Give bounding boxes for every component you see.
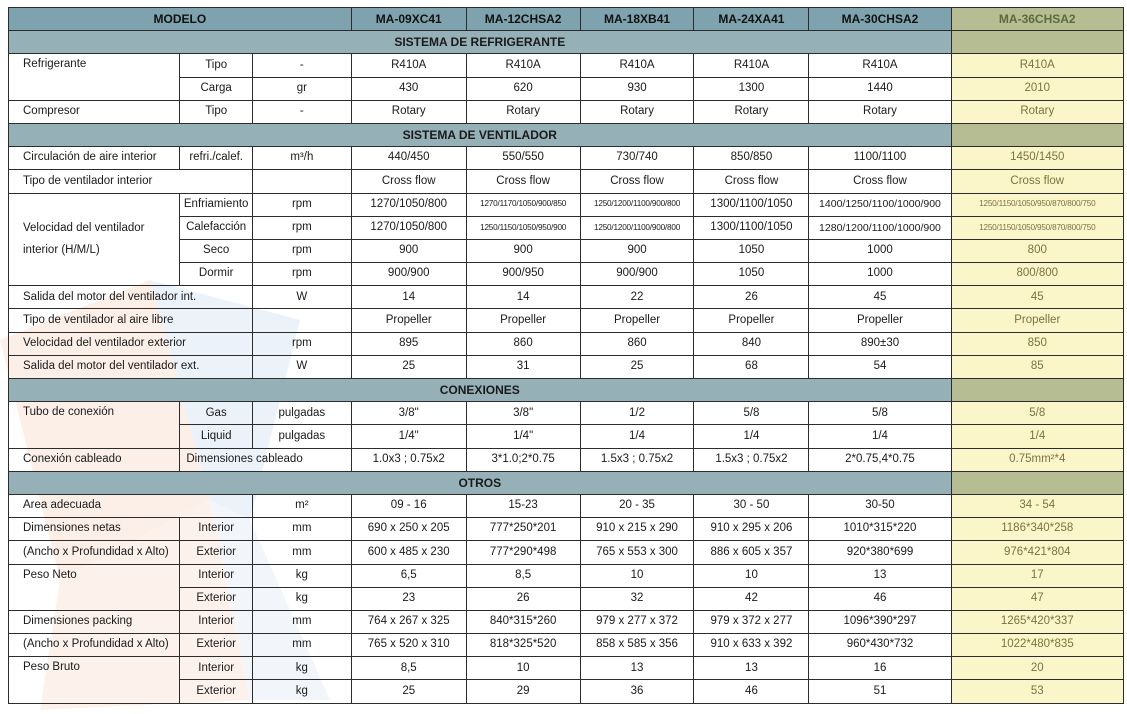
- cell: 20: [951, 657, 1123, 680]
- cell: Propeller: [951, 309, 1123, 332]
- row-label: Peso Bruto: [9, 657, 180, 703]
- cell: R410A: [351, 54, 466, 77]
- cell: R410A: [466, 54, 580, 77]
- row-label: Compresor: [9, 100, 180, 123]
- cell: 765 x 520 x 310: [351, 634, 466, 657]
- model-header-highlighted: MA-36CHSA2: [951, 8, 1123, 31]
- row-unit: -: [252, 100, 351, 123]
- row-label: Dimensiones packing: [9, 610, 180, 633]
- cell: 840*315*260: [466, 610, 580, 633]
- row-label: (Ancho x Profundidad x Alto): [9, 634, 180, 657]
- row-unit: kg: [252, 587, 351, 610]
- row-sublabel: Interior: [180, 564, 253, 587]
- cell: R410A: [951, 54, 1123, 77]
- cell: 800/800: [951, 263, 1123, 286]
- row-unit: mm: [252, 518, 351, 541]
- row-sublabel: Exterior: [180, 587, 253, 610]
- table-row: [9, 448, 1124, 471]
- table-row: [9, 54, 1124, 77]
- row-sublabel: Seco: [180, 239, 253, 262]
- cell: 68: [694, 355, 809, 378]
- row-label: Salida del motor del ventilador int.: [9, 286, 253, 309]
- cell: 0.75mm²*4: [951, 448, 1123, 471]
- section-title: CONEXIONES: [9, 379, 952, 402]
- cell: 1/4": [351, 425, 466, 448]
- cell: 1250/1200/1100/900/800: [580, 193, 694, 216]
- cell: 1270/1170/1050/900/850: [466, 193, 580, 216]
- cell: 36: [580, 680, 694, 703]
- cell: 765 x 553 x 300: [580, 541, 694, 564]
- cell: 1270/1050/800: [351, 216, 466, 239]
- table-row: [9, 355, 1124, 378]
- table-row: [9, 332, 1124, 355]
- cell: 1/2: [580, 402, 694, 425]
- cell: Propeller: [809, 309, 951, 332]
- cell: 860: [580, 332, 694, 355]
- cell: 979 x 372 x 277: [694, 610, 809, 633]
- cell: Cross flow: [951, 170, 1123, 193]
- table-row: [9, 564, 1124, 587]
- cell: Rotary: [951, 100, 1123, 123]
- cell: 1280/1200/1100/1000/900: [809, 216, 951, 239]
- cell: 45: [809, 286, 951, 309]
- cell: 1450/1450: [951, 147, 1123, 170]
- cell: 920*380*699: [809, 541, 951, 564]
- cell: 17: [951, 564, 1123, 587]
- cell: 1440: [809, 77, 951, 100]
- row-label: Velocidad del ventilador interior (H/M/L): [9, 193, 180, 286]
- cell: 13: [580, 657, 694, 680]
- cell: 979 x 277 x 372: [580, 610, 694, 633]
- table-row: [9, 170, 1124, 193]
- model-header: MA-18XB41: [580, 8, 694, 31]
- row-label: Dimensiones netas: [9, 518, 180, 541]
- cell: 5/8: [951, 402, 1123, 425]
- cell: 46: [809, 587, 951, 610]
- cell: 1/4": [466, 425, 580, 448]
- section-title: SISTEMA DE VENTILADOR: [9, 123, 952, 146]
- cell: 6,5: [351, 564, 466, 587]
- row-sublabel: Dormir: [180, 263, 253, 286]
- cell: 1010*315*220: [809, 518, 951, 541]
- cell: 764 x 267 x 325: [351, 610, 466, 633]
- row-label: Area adecuada: [9, 494, 253, 517]
- cell: 10: [466, 657, 580, 680]
- cell: 1300: [694, 77, 809, 100]
- row-unit: mm: [252, 610, 351, 633]
- cell: 25: [351, 355, 466, 378]
- cell: 1.0x3 ; 0.75x2: [351, 448, 466, 471]
- cell: 890±30: [809, 332, 951, 355]
- cell: 45: [951, 286, 1123, 309]
- cell: 1270/1050/800: [351, 193, 466, 216]
- table-row: [9, 541, 1124, 564]
- cell: 10: [694, 564, 809, 587]
- cell: 860: [466, 332, 580, 355]
- row-sublabel: Dimensiones cableado: [180, 448, 351, 471]
- model-header: MA-12CHSA2: [466, 8, 580, 31]
- cell: 900/950: [466, 263, 580, 286]
- cell: 850/850: [694, 147, 809, 170]
- cell: R410A: [580, 54, 694, 77]
- cell: R410A: [809, 54, 951, 77]
- cell: 23: [351, 587, 466, 610]
- row-sublabel: Tipo: [180, 54, 253, 77]
- cell: 910 x 633 x 392: [694, 634, 809, 657]
- row-label: Peso Neto: [9, 564, 180, 610]
- model-header: MA-24XA41: [694, 8, 809, 31]
- cell: 1250/1200/1100/900/800: [580, 216, 694, 239]
- cell: 777*250*201: [466, 518, 580, 541]
- cell: 1265*420*337: [951, 610, 1123, 633]
- cell: 430: [351, 77, 466, 100]
- cell: 1.5x3 ; 0.75x2: [580, 448, 694, 471]
- header-row: [9, 8, 1124, 31]
- cell: 13: [809, 564, 951, 587]
- row-sublabel: Tipo: [180, 100, 253, 123]
- cell: R410A: [694, 54, 809, 77]
- section-title: SISTEMA DE REFRIGERANTE: [9, 31, 952, 54]
- cell: Cross flow: [809, 170, 951, 193]
- row-sublabel: Gas: [180, 402, 253, 425]
- cell: Rotary: [694, 100, 809, 123]
- cell: 30 - 50: [694, 494, 809, 517]
- row-unit: m³/h: [252, 147, 351, 170]
- cell: 1/4: [809, 425, 951, 448]
- cell: 730/740: [580, 147, 694, 170]
- row-sublabel: Interior: [180, 518, 253, 541]
- cell: 910 x 215 x 290: [580, 518, 694, 541]
- row-label: Velocidad del ventilador exterior: [9, 332, 253, 355]
- cell: 3*1.0;2*0.75: [466, 448, 580, 471]
- row-label: Tubo de conexión: [9, 402, 180, 448]
- row-sublabel: Calefacción: [180, 216, 253, 239]
- row-unit: rpm: [252, 332, 351, 355]
- row-label: (Ancho x Profundidad x Alto): [9, 541, 180, 564]
- row-unit: pulgadas: [252, 425, 351, 448]
- cell: 1250/1150/1050/950/900: [466, 216, 580, 239]
- cell: 440/450: [351, 147, 466, 170]
- row-label: Circulación de aire interior: [9, 147, 180, 170]
- cell: 5/8: [809, 402, 951, 425]
- cell: Rotary: [351, 100, 466, 123]
- cell: 15-23: [466, 494, 580, 517]
- row-label: Salida del motor del ventilador ext.: [9, 355, 253, 378]
- cell: 2*0.75,4*0.75: [809, 448, 951, 471]
- cell: 1100/1100: [809, 147, 951, 170]
- cell: 1400/1250/1100/1000/900: [809, 193, 951, 216]
- row-sublabel: Enfriamiento: [180, 193, 253, 216]
- model-header: MA-30CHSA2: [809, 8, 951, 31]
- cell: 1300/1100/1050: [694, 193, 809, 216]
- cell: Cross flow: [580, 170, 694, 193]
- cell: 1186*340*258: [951, 518, 1123, 541]
- cell: Propeller: [351, 309, 466, 332]
- cell: 29: [466, 680, 580, 703]
- cell: 54: [809, 355, 951, 378]
- cell: 886 x 605 x 357: [694, 541, 809, 564]
- cell: Rotary: [580, 100, 694, 123]
- cell: Cross flow: [351, 170, 466, 193]
- cell: 26: [694, 286, 809, 309]
- cell: 1022*480*835: [951, 634, 1123, 657]
- row-label: Tipo de ventilador al aire libre: [9, 309, 253, 332]
- row-unit: W: [252, 355, 351, 378]
- table-row: [9, 518, 1124, 541]
- cell: 900: [351, 239, 466, 262]
- row-unit: W: [252, 286, 351, 309]
- cell: 600 x 485 x 230: [351, 541, 466, 564]
- table-row: [9, 494, 1124, 517]
- row-unit: -: [252, 54, 351, 77]
- table-row: [9, 634, 1124, 657]
- cell: 960*430*732: [809, 634, 951, 657]
- cell: 85: [951, 355, 1123, 378]
- table-row: [9, 147, 1124, 170]
- table-row: [9, 610, 1124, 633]
- cell: 8,5: [351, 657, 466, 680]
- row-unit: gr: [252, 77, 351, 100]
- row-label: Conexión cableado: [9, 448, 180, 471]
- cell: 895: [351, 332, 466, 355]
- cell: 620: [466, 77, 580, 100]
- row-sublabel: Exterior: [180, 680, 253, 703]
- section-row: [9, 471, 1124, 494]
- cell: 3/8": [466, 402, 580, 425]
- cell: 1000: [809, 263, 951, 286]
- cell: 1050: [694, 239, 809, 262]
- cell: 1300/1100/1050: [694, 216, 809, 239]
- cell: 840: [694, 332, 809, 355]
- row-unit: rpm: [252, 216, 351, 239]
- row-sublabel: Interior: [180, 610, 253, 633]
- cell: 818*325*520: [466, 634, 580, 657]
- cell: 14: [351, 286, 466, 309]
- cell: 1250/1150/1050/950/870/800/750: [951, 216, 1123, 239]
- cell: Cross flow: [694, 170, 809, 193]
- cell: 777*290*498: [466, 541, 580, 564]
- cell: 14: [466, 286, 580, 309]
- model-header: MA-09XC41: [351, 8, 466, 31]
- cell: 09 - 16: [351, 494, 466, 517]
- row-unit: kg: [252, 564, 351, 587]
- row-unit: rpm: [252, 263, 351, 286]
- row-unit: rpm: [252, 239, 351, 262]
- cell: 850: [951, 332, 1123, 355]
- row-sublabel: Carga: [180, 77, 253, 100]
- specification-table: [8, 7, 1124, 704]
- row-sublabel: Exterior: [180, 634, 253, 657]
- cell: 10: [580, 564, 694, 587]
- cell: Rotary: [809, 100, 951, 123]
- row-sublabel: Exterior: [180, 541, 253, 564]
- row-unit: mm: [252, 541, 351, 564]
- row-unit: mm: [252, 634, 351, 657]
- cell: 8,5: [466, 564, 580, 587]
- cell: 800: [951, 239, 1123, 262]
- section-row: [9, 123, 1124, 146]
- cell: 3/8": [351, 402, 466, 425]
- cell: 26: [466, 587, 580, 610]
- table-row: [9, 193, 1124, 216]
- table-row: [9, 309, 1124, 332]
- section-row: [9, 31, 1124, 54]
- cell: 1250/1150/1050/950/870/800/750: [951, 193, 1123, 216]
- cell: 30-50: [809, 494, 951, 517]
- cell: 1050: [694, 263, 809, 286]
- row-unit: m²: [252, 494, 351, 517]
- cell: 42: [694, 587, 809, 610]
- cell: 31: [466, 355, 580, 378]
- cell: 22: [580, 286, 694, 309]
- cell: 20 - 35: [580, 494, 694, 517]
- row-unit: pulgadas: [252, 402, 351, 425]
- cell: 1/4: [694, 425, 809, 448]
- cell: Propeller: [580, 309, 694, 332]
- cell: 5/8: [694, 402, 809, 425]
- cell: 1096*390*297: [809, 610, 951, 633]
- modelo-header: MODELO: [9, 8, 352, 31]
- cell: 1/4: [951, 425, 1123, 448]
- cell: 13: [694, 657, 809, 680]
- cell: 1000: [809, 239, 951, 262]
- section-row: [9, 379, 1124, 402]
- cell: Cross flow: [466, 170, 580, 193]
- row-label: Tipo de ventilador interior: [9, 170, 253, 193]
- cell: Propeller: [694, 309, 809, 332]
- cell: 900: [466, 239, 580, 262]
- cell: 53: [951, 680, 1123, 703]
- row-sublabel: refri./calef.: [180, 147, 253, 170]
- cell: 900/900: [580, 263, 694, 286]
- row-sublabel: Liquid: [180, 425, 253, 448]
- cell: 25: [580, 355, 694, 378]
- cell: 858 x 585 x 356: [580, 634, 694, 657]
- cell: 46: [694, 680, 809, 703]
- cell: 550/550: [466, 147, 580, 170]
- cell: 690 x 250 x 205: [351, 518, 466, 541]
- table-row: [9, 657, 1124, 680]
- cell: 900: [580, 239, 694, 262]
- cell: 1/4: [580, 425, 694, 448]
- row-unit: kg: [252, 657, 351, 680]
- row-sublabel: Interior: [180, 657, 253, 680]
- cell: 34 - 54: [951, 494, 1123, 517]
- table-row: [9, 286, 1124, 309]
- table-row: [9, 100, 1124, 123]
- cell: 32: [580, 587, 694, 610]
- row-unit: rpm: [252, 193, 351, 216]
- cell: 47: [951, 587, 1123, 610]
- cell: 900/900: [351, 263, 466, 286]
- cell: 2010: [951, 77, 1123, 100]
- cell: 25: [351, 680, 466, 703]
- cell: 930: [580, 77, 694, 100]
- cell: 51: [809, 680, 951, 703]
- cell: 976*421*804: [951, 541, 1123, 564]
- row-label: Refrigerante: [9, 54, 180, 100]
- table-row: [9, 402, 1124, 425]
- row-unit: kg: [252, 680, 351, 703]
- cell: 16: [809, 657, 951, 680]
- section-title: OTROS: [9, 471, 952, 494]
- cell: Propeller: [466, 309, 580, 332]
- cell: Rotary: [466, 100, 580, 123]
- cell: 910 x 295 x 206: [694, 518, 809, 541]
- cell: 1.5x3 ; 0.75x2: [694, 448, 809, 471]
